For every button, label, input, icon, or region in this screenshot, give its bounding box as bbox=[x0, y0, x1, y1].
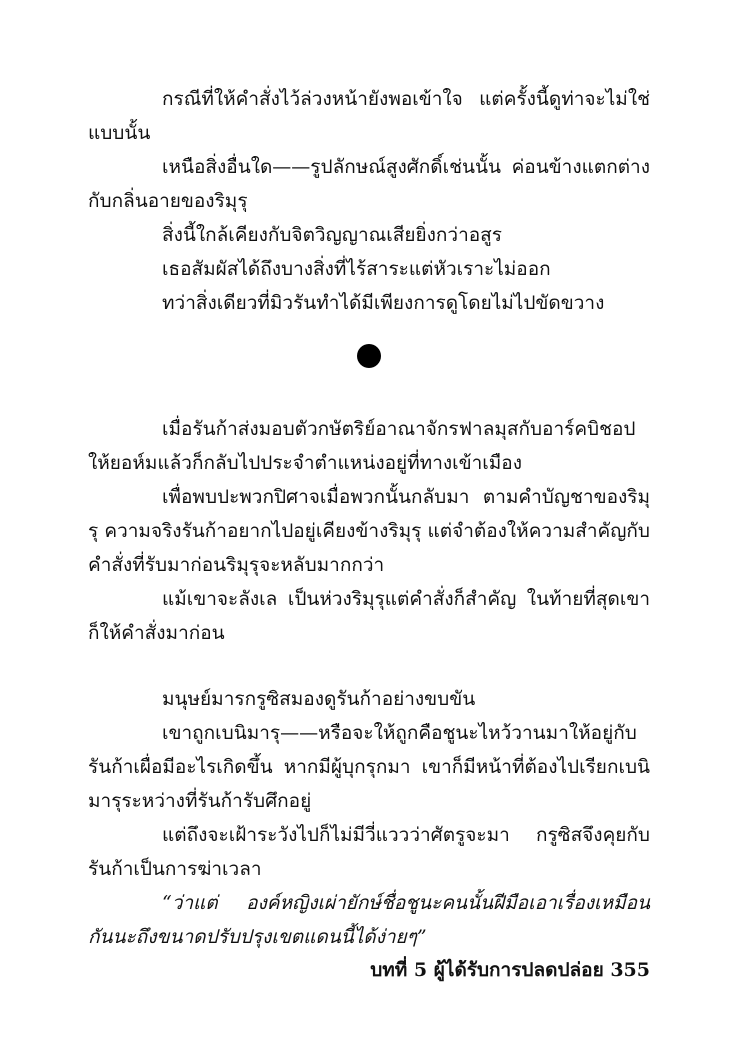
paragraph: สิ่งนี้ใกล้เคียงกับจิตวิญญาณเสียยิ่งกว่าอสูร bbox=[162, 224, 502, 246]
paragraph: เมื่อรันก้าส่งมอบตัวกษัตริย์อาณาจักรฟาลมุสกับอาร์คบิชอปให้ยอห์มแล้วก็กลับไปประจำตำแหน่งอยู่ที่ทางเข้าเมือง bbox=[88, 418, 636, 474]
paragraph: กรณีที่ให้คำสั่งไว้ล่วงหน้ายังพอเข้าใจ แต่ครั้งนี้ดูท่าจะไม่ใช่แบบนั้น bbox=[88, 88, 650, 144]
paragraph: เขาถูกเบนิมารุ——หรือจะให้ถูกคือชูนะไหว้วานมาให้อยู่กับรันก้าเผื่อมีอะไรเกิดขึ้น หากมีผู้บุกรุกมา เขาก็มีหน้าที่ต้องไปเรียกเบนิมารุระหว่างที่รันก้ารับศึกอยู่ bbox=[88, 722, 650, 812]
paragraph: เธอสัมผัสได้ถึงบางสิ่งที่ไร้สาระแต่หัวเราะไม่ออก bbox=[162, 258, 551, 280]
paragraph: แต่ถึงจะเฝ้าระวังไปก็ไม่มีวี่แววว่าศัตรูจะมา กรูซิสจึงคุยกับรันก้าเป็นการฆ่าเวลา bbox=[88, 824, 650, 880]
section-2 bbox=[88, 412, 650, 650]
paragraph: เหนือสิ่งอื่นใด——รูปลักษณ์สูงศักดิ์เช่นนั้น ค่อนข้างแตกต่างกับกลิ่นอายของริมุรุ bbox=[88, 156, 650, 212]
section-break-dot bbox=[357, 344, 381, 368]
quoted-dialogue: “ว่าแต่ องค์หญิงเผ่ายักษ์ชื่อชูนะคนนั้นฝีมือเอาเรื่องเหมือนกันนะถึงขนาดปรับปรุงเขตแดนนี้ได้ง่ายๆ” bbox=[88, 892, 650, 948]
section-1 bbox=[88, 82, 650, 320]
paragraph: เพื่อพบปะพวกปิศาจเมื่อพวกนั้นกลับมา ตามคำบัญชาของริมุรุ ความจริงรันก้าอยากไปอยู่เคียงข้างริมุรุ แต่จำต้องให้ความสำคัญกับคำสั่งที่รับมาก่อนริมุรุจะหลับมากกว่า bbox=[88, 486, 650, 576]
page-footer: บทที่ 5 ผู้ได้รับการปลดปล่อย 355 bbox=[370, 959, 650, 981]
paragraph: แม้เขาจะลังเล เป็นห่วงริมุรุแต่คำสั่งก็สำคัญ ในท้ายที่สุดเขาก็ให้คำสั่งมาก่อน bbox=[88, 588, 650, 644]
paragraph: มนุษย์มารกรูซิสมองดูรันก้าอย่างขบขัน bbox=[162, 688, 476, 710]
paragraph: ทว่าสิ่งเดียวที่มิวรันทำได้มีเพียงการดูโดยไม่ไปขัดขวาง bbox=[162, 292, 605, 314]
section-3 bbox=[88, 682, 650, 954]
